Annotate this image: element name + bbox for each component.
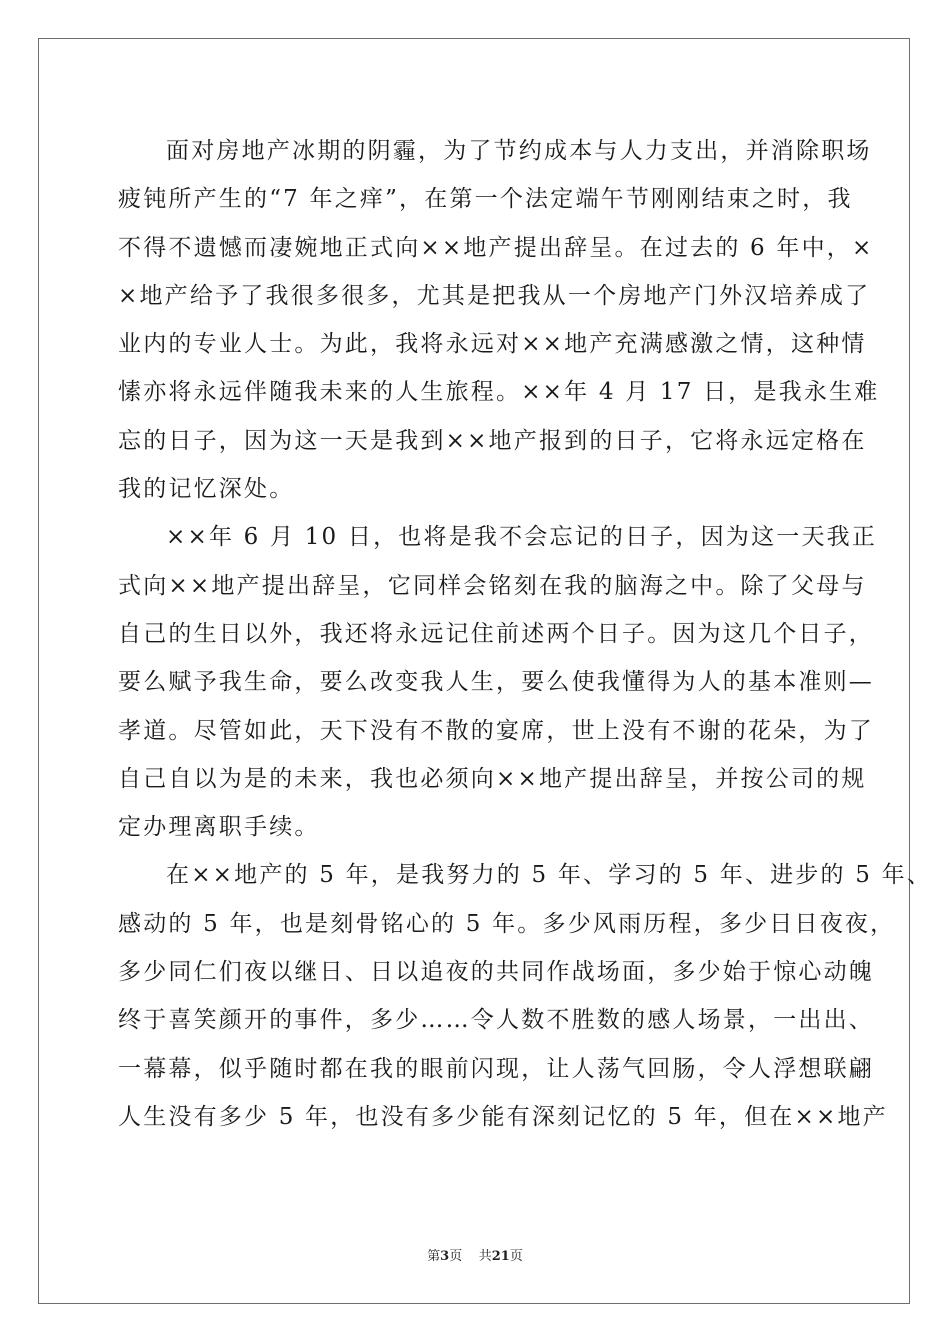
page-suffix: 页 — [449, 1249, 463, 1264]
text-line: 感动的 5 年，也是刻骨铭心的 5 年。多少风雨历程，多少日日夜夜， — [118, 910, 896, 937]
text-line: 孝道。尽管如此，天下没有不散的宴席，世上没有不谢的花朵，为了 — [118, 717, 874, 744]
text-line: 自己的生日以外，我还将永远记住前述两个日子。因为这几个日子， — [118, 620, 874, 647]
paragraph-3 — [118, 851, 932, 1141]
text-line: 业内的专业人士。为此，我将永远对××地产充满感激之情，这种情 — [118, 331, 867, 358]
text-line: 终于喜笑颜开的事件，多少……令人数不胜数的感人场景，一出出、 — [118, 1007, 874, 1034]
page-number: 3 — [440, 1249, 450, 1264]
text-line: 我的记忆深处。 — [118, 476, 295, 503]
text-line: 自己自以为是的未来，我也必须向××地产提出辞呈，并按公司的规 — [118, 765, 867, 792]
text-line: 定办理离职手续。 — [118, 814, 320, 841]
text-line: 多少同仁们夜以继日、日以追夜的共同作战场面，多少始于惊心动魄 — [118, 959, 874, 986]
paragraph-2 — [118, 513, 878, 851]
paragraph-1 — [118, 127, 880, 513]
total-suffix: 页 — [509, 1249, 523, 1264]
page-prefix: 第 — [427, 1249, 441, 1264]
text-line: 愫亦将永远伴随我未来的人生旅程。××年 4 月 17 日，是我永生难 — [118, 379, 880, 406]
text-line: 要么赋予我生命，要么改变我人生，要么使我懂得为人的基本准则— — [118, 669, 874, 696]
text-line: 在××地产的 5 年，是我努力的 5 年、学习的 5 年、进步的 5 年、 — [166, 862, 932, 889]
text-line: 面对房地产冰期的阴霾，为了节约成本与人力支出，并消除职场 — [166, 138, 872, 164]
text-line: 一幕幕，似乎随时都在我的眼前闪现，让人荡气回肠，令人浮想联翩 — [118, 1055, 874, 1082]
total-prefix: 共 — [478, 1249, 492, 1264]
text-line: 人生没有多少 5 年，也没有多少能有深刻记忆的 5 年，但在××地产 — [118, 1103, 888, 1130]
text-line: ×地产给予了我很多很多，尤其是把我从一个房地产门外汉培养成了 — [118, 282, 871, 309]
document-body — [118, 127, 932, 1141]
total-pages: 21 — [491, 1249, 510, 1264]
text-line: 不得不遗憾而凄婉地正式向××地产提出辞呈。在过去的 6 年中，× — [118, 234, 874, 261]
page-footer — [0, 1248, 950, 1266]
text-line: 忘的日子，因为这一天是我到××地产报到的日子，它将永远定格在 — [118, 427, 867, 454]
text-line: 式向××地产提出辞呈，它同样会铭刻在我的脑海之中。除了父母与 — [118, 572, 867, 599]
text-line: ××年 6 月 10 日，也将是我不会忘记的日子，因为这一天我正 — [166, 524, 878, 551]
text-line: 疲钝所产生的“7 年之痒”，在第一个法定端午节刚刚结束之时，我 — [118, 186, 853, 213]
